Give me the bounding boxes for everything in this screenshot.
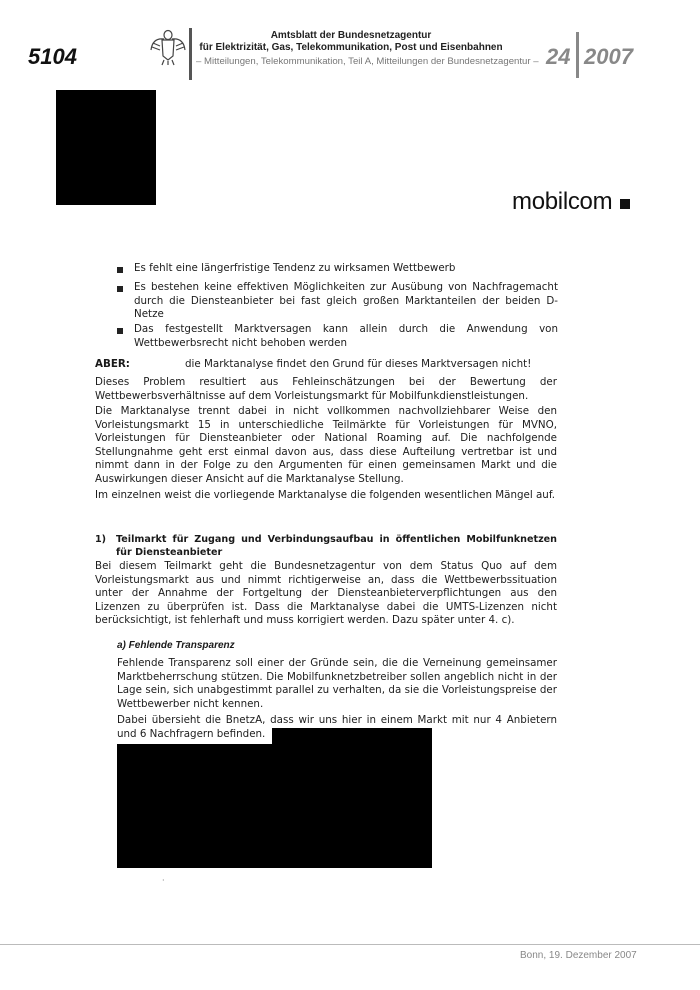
logo-square-icon: [620, 199, 630, 209]
stray-mark: ·: [162, 876, 165, 885]
gazette-title: Amtsblatt der Bundesnetzagentur: [270, 30, 432, 41]
subsection-paragraph: Dabei übersieht die BnetzA, dass wir uns hier in einem Markt mit nur 4 Anbietern und 6 Nachfragern befinden.: [117, 714, 557, 740]
footer-date: Bonn, 19. Dezember 2007: [520, 950, 637, 961]
redaction-block: [56, 90, 156, 205]
issue-number: 24: [546, 44, 571, 69]
aber-label: ABER:: [95, 358, 130, 370]
paragraph: Dieses Problem resultiert aus Fehleinschätzungen bei der Bewertung der Wettbewerbsverhältnisse auf dem Vorleistungsmarkt für Mobilfunkdienstleistungen.: [95, 376, 557, 402]
aber-text: die Marktanalyse findet den Grund für dieses Marktversagen nicht!: [185, 358, 532, 370]
header-divider: [189, 28, 192, 80]
bullet-item: Es bestehen keine effektiven Möglichkeiten zur Ausübung von Nachfragemacht durch die Diensteanbieter bei fast gleich großen Marktanteilen der beiden D-Netze: [134, 281, 558, 320]
bullet-icon: [117, 328, 123, 334]
bullet-item: Es fehlt eine längerfristige Tendenz zu wirksamen Wettbewerb: [134, 262, 456, 274]
bullet-item: Das festgestellt Marktversagen kann allein durch die Anwendung von Wettbewerbsrecht nicht behoben werden: [134, 323, 558, 349]
section-number: 1): [95, 534, 107, 545]
page-number: 5104: [28, 44, 77, 69]
subsection-paragraph: Fehlende Transparenz soll einer der Gründe sein, die die Verneinung gemeinsamer Marktbeherrschung stützen. Die Mobilfunknetzbetreiber sollen angeblich nicht in der Lage sein, sich unabgestimmt parallel zu verhalten, da sie die Vorleistungspreise der Wettbewerber nicht kennen.: [117, 657, 557, 710]
bullet-icon: [117, 286, 123, 292]
footer-rule: [0, 944, 700, 945]
section-title: Teilmarkt für Zugang und Verbindungsaufbau in öffentlichen Mobilfunknetzen für Diensteanbieter: [116, 534, 557, 558]
gazette-section: – Mitteilungen, Telekommunikation, Teil A, Mitteilungen der Bundesnetzagentur –: [196, 56, 539, 67]
section-paragraph: Bei diesem Teilmarkt geht die Bundesnetzagentur von dem Status Quo auf dem Vorleistungsmarkt aus und nimmt richtigerweise an, dass die Wettbewerbssituation unter der Annahme der Fortgeltung der Diensteanbieterverpflichtungen aus den Lizenzen zu überprüfen ist. Dass die Marktanalyse dabei die UMTS-Lizenzen nicht berücksichtigt, ist fehlerhaft und muss korrigiert werden. Dazu später unter 4. c).: [95, 560, 557, 626]
gazette-subtitle: für Elektrizität, Gas, Telekommunikation, Post und Eisenbahnen: [199, 42, 503, 53]
redaction-block: [117, 744, 432, 868]
paragraph: Die Marktanalyse trennt dabei in nicht vollkommen nachvollziehbarer Weise den Vorleistungsmarkt 15 in unterschiedliche Teilmärkte für Vorleistungen für MVNO, Vorleistungen für Diensteanbieter oder National Roaming auf. Die nachfolgende Stellungnahme geht erst einmal davon aus, dass diese Aufteilung vertretbar ist und nimmt dann in der Folge zu den Argumenten für einen gemeinsamen Markt und die Auswirkungen dieser Ansicht auf die Marktanalyse Stellung.: [95, 405, 557, 485]
company-logo: mobilcom: [512, 188, 613, 215]
issue-divider: [576, 32, 579, 78]
bullet-icon: [117, 267, 123, 273]
paragraph: Im einzelnen weist die vorliegende Marktanalyse die folgenden wesentlichen Mängel auf.: [95, 489, 555, 501]
federal-eagle-icon: [150, 26, 186, 66]
subsection-title: a) Fehlende Transparenz: [117, 640, 235, 651]
issue-year: 2007: [584, 44, 633, 69]
